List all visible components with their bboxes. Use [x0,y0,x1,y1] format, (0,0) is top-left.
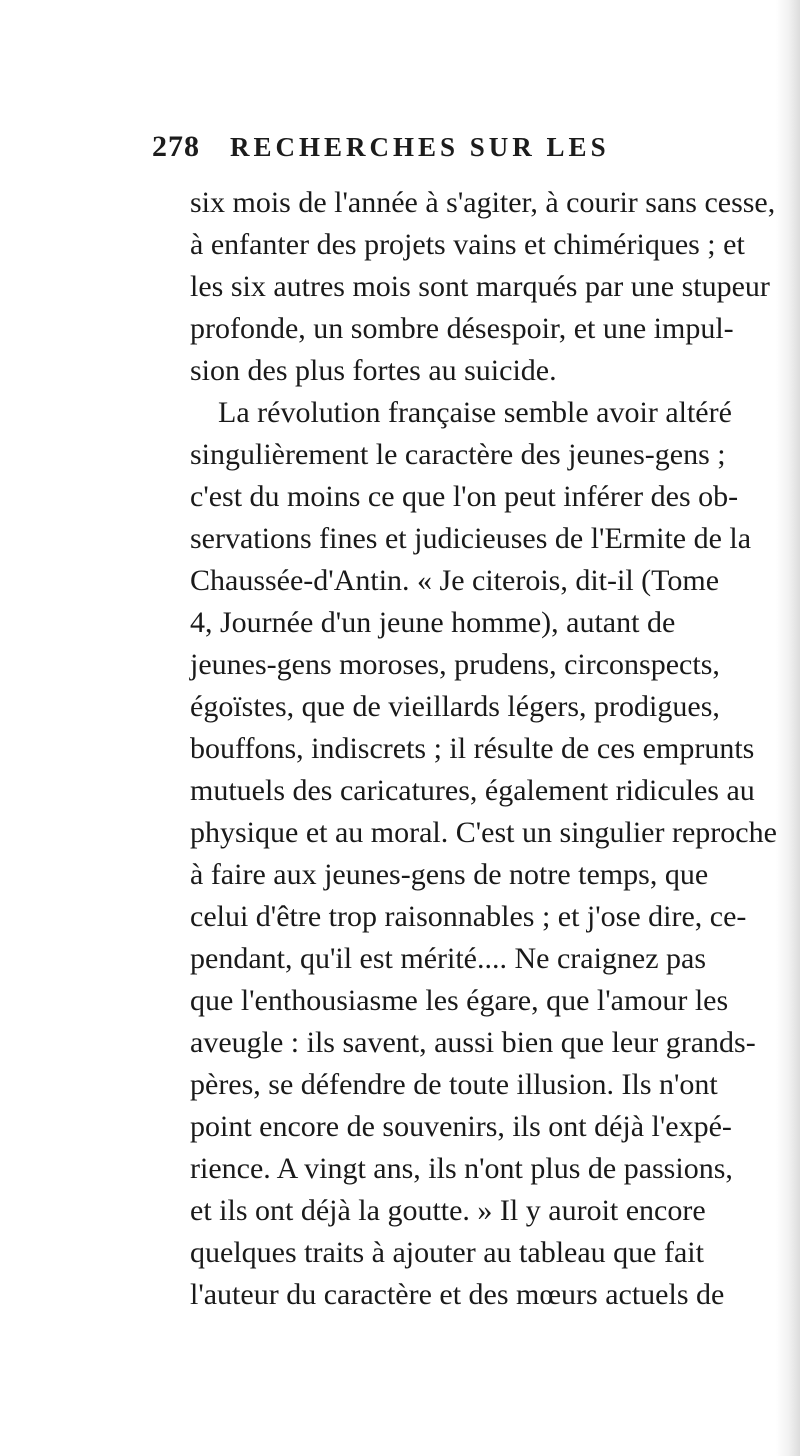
paragraph-start-line: La révolution française semble avoir altéré [218,396,732,429]
text-line: jeunes-gens moroses, prudens, circonspects, [190,648,720,681]
text-line: 4, Journée d'un jeune homme), autant de [190,606,676,639]
text-line: que l'enthousiasme les égare, que l'amour les [190,984,729,1017]
text-line: profonde, un sombre désespoir, et une impul- [190,312,734,345]
running-head-title: RECHERCHES SUR LES [230,132,610,162]
text-line: Chaussée-d'Antin. « Je citerois, dit-il (Tome [190,564,720,597]
text-line: point encore de souvenirs, ils ont déjà l'expé- [190,1110,732,1143]
body-text [190,182,790,1316]
text-line: à faire aux jeunes-gens de notre temps, que [190,858,709,891]
text-line: égoïstes, que de vieillards légers, prodigues, [190,690,720,723]
text-line: pendant, qu'il est mérité.... Ne craignez pas [190,942,707,975]
text-line: celui d'être trop raisonnables ; et j'ose dire, ce- [190,900,747,933]
text-line: physique et au moral. C'est un singulier reproche [190,816,777,849]
text-line: sion des plus fortes au suicide. [190,354,557,387]
text-line: et ils ont déjà la goutte. » Il y auroit encore [190,1194,706,1227]
text-line: quelques traits à ajouter au tableau que fait [190,1236,704,1269]
text-line: aveugle : ils savent, aussi bien que leur grands- [190,1026,756,1059]
text-line: rience. A vingt ans, ils n'ont plus de passions, [190,1152,733,1185]
page-number: 278 [152,130,200,163]
text-line: c'est du moins ce que l'on peut inférer des ob- [190,480,739,513]
text-line: six mois de l'année à s'agiter, à courir sans cesse, [190,186,776,219]
text-line: servations fines et judicieuses de l'Ermite de la [190,522,752,555]
text-line: bouffons, indiscrets ; il résulte de ces emprunts [190,732,755,765]
text-line: les six autres mois sont marqués par une stupeur [190,270,770,303]
text-line: singulièrement le caractère des jeunes-gens ; [190,438,726,471]
text-line: pères, se défendre de toute illusion. Ils n'ont [190,1068,718,1101]
text-line: à enfanter des projets vains et chimériques ; et [190,228,745,261]
text-line: mutuels des caricatures, également ridicules au [190,774,755,807]
running-head [152,130,772,174]
text-line: l'auteur du caractère et des mœurs actuels de [190,1278,725,1311]
